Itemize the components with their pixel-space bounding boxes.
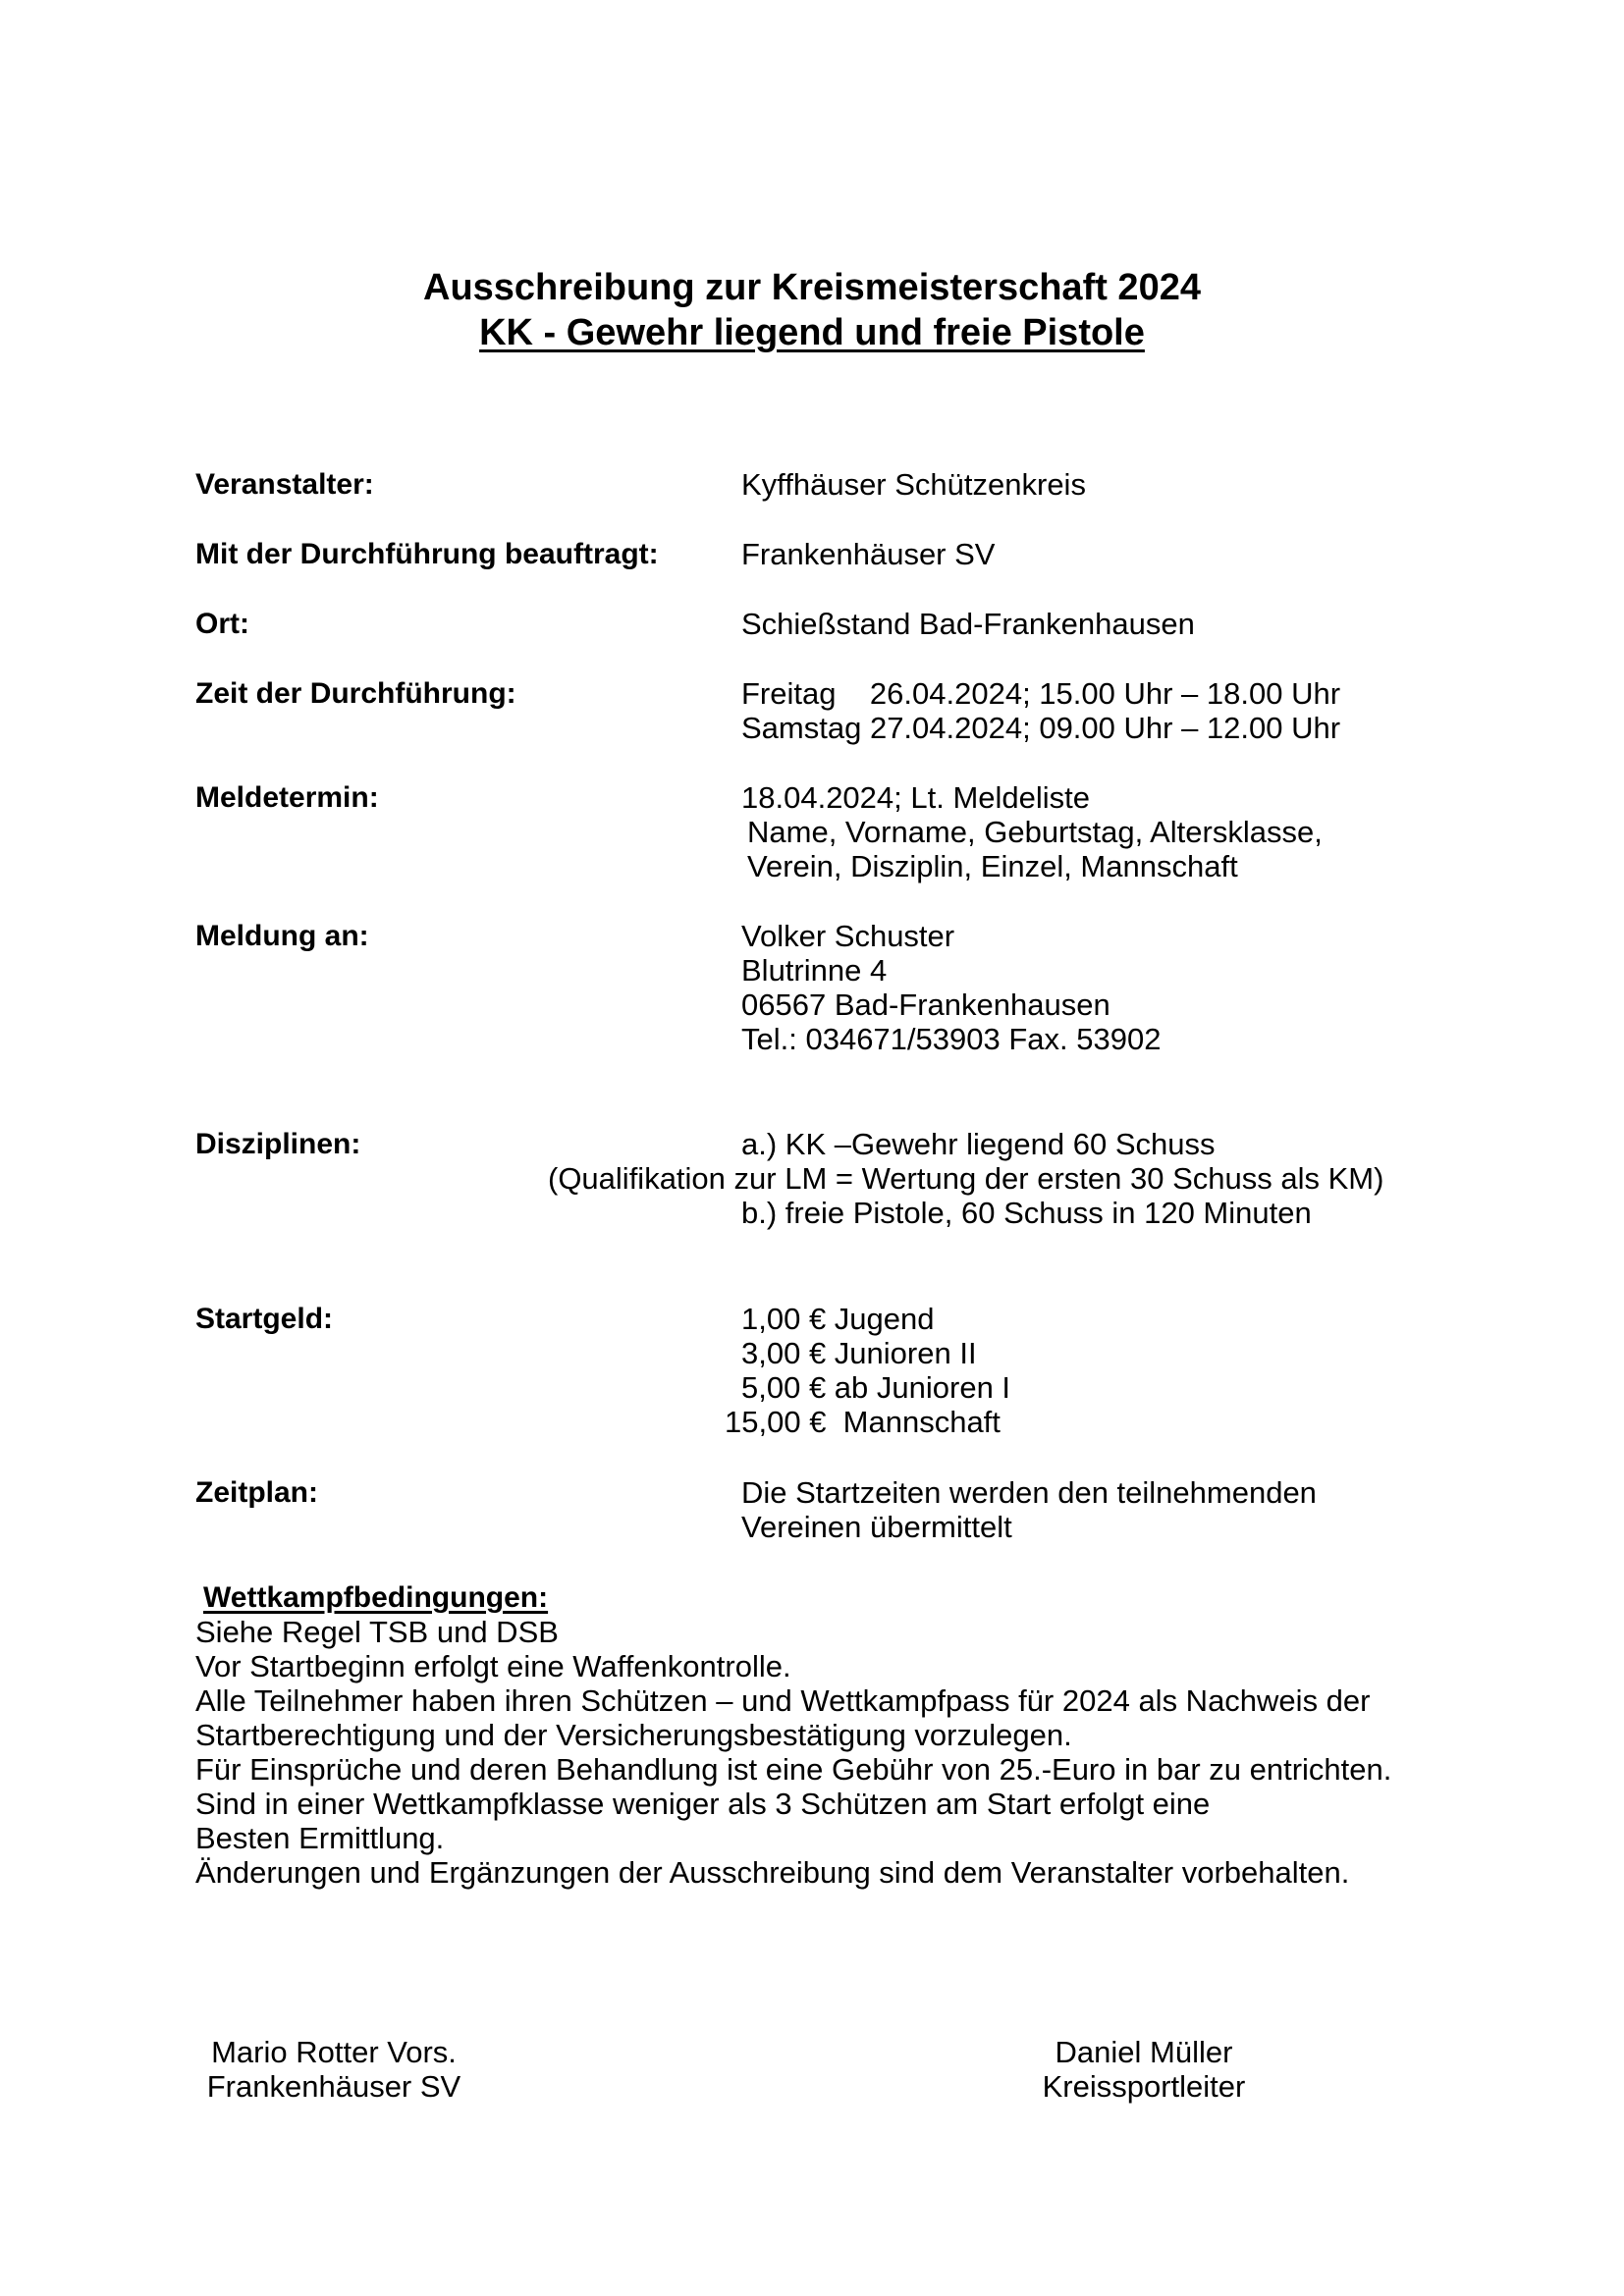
wettkampf-line: Sind in einer Wettkampfklasse weniger als 3 Schützen am Start erfolgt eine <box>195 1787 1211 1821</box>
wettkampf-line: Besten Ermittlung. <box>195 1821 445 1855</box>
value-startgeld-line: 1,00 € Jugend <box>741 1302 935 1336</box>
wettkampf-line: Alle Teilnehmer haben ihren Schützen – und Wettkampfpass für 2024 als Nachweis der <box>195 1683 1371 1718</box>
wettkampf-line: Startberechtigung und der Versicherungsbestätigung vorzulegen. <box>195 1718 1072 1752</box>
label-disziplinen: Disziplinen: <box>195 1128 361 1160</box>
value-startgeld-line: 15,00 € Mannschaft <box>725 1405 1001 1439</box>
value-meldung-line: 06567 Bad-Frankenhausen <box>741 988 1110 1022</box>
value-disziplin-line: a.) KK –Gewehr liegend 60 Schuss <box>741 1127 1216 1161</box>
label-zeit: Zeit der Durchführung: <box>195 677 516 710</box>
signature-left-role: Frankenhäuser SV <box>206 2069 461 2104</box>
value-meldetermin-line: Verein, Disziplin, Einzel, Mannschaft <box>747 849 1238 883</box>
wettkampf-line: Siehe Regel TSB und DSB <box>195 1615 559 1649</box>
value-startgeld-line: 3,00 € Junioren II <box>741 1336 977 1370</box>
value-disziplin-line: b.) freie Pistole, 60 Schuss in 120 Minuten <box>741 1196 1312 1230</box>
value-meldung-line: Volker Schuster <box>741 919 955 953</box>
wettkampf-heading: Wettkampfbedingungen: <box>203 1581 549 1614</box>
value-durchfuehrung: Frankenhäuser SV <box>741 537 996 571</box>
label-meldetermin: Meldetermin: <box>195 781 379 814</box>
document-title: Ausschreibung zur Kreismeisterschaft 2024 <box>423 267 1201 308</box>
value-meldetermin-line: 18.04.2024; Lt. Meldeliste <box>741 780 1091 815</box>
signature-right-role: Kreissportleiter <box>1042 2069 1246 2104</box>
signature-left-name: Mario Rotter Vors. <box>211 2035 457 2069</box>
value-meldetermin-line: Name, Vorname, Geburtstag, Altersklasse, <box>747 815 1323 849</box>
label-veranstalter: Veranstalter: <box>195 468 374 501</box>
value-zeit-line: Freitag 26.04.2024; 15.00 Uhr – 18.00 Uhr <box>741 676 1341 711</box>
wettkampf-line: Für Einsprüche und deren Behandlung ist eine Gebühr von 25.-Euro in bar zu entrichten. <box>195 1752 1392 1787</box>
label-zeitplan: Zeitplan: <box>195 1476 318 1509</box>
wettkampf-line: Vor Startbeginn erfolgt eine Waffenkontrolle. <box>195 1649 791 1683</box>
value-disziplin-note: (Qualifikation zur LM = Wertung der ersten 30 Schuss als KM) <box>548 1161 1384 1196</box>
label-startgeld: Startgeld: <box>195 1303 334 1335</box>
value-veranstalter: Kyffhäuser Schützenkreis <box>741 467 1086 502</box>
document-subtitle: KK - Gewehr liegend und freie Pistole <box>479 312 1145 353</box>
wettkampf-line: Änderungen und Ergänzungen der Ausschreibung sind dem Veranstalter vorbehalten. <box>195 1855 1350 1890</box>
value-startgeld-line: 5,00 € ab Junioren I <box>741 1370 1011 1405</box>
value-zeitplan-line: Vereinen übermittelt <box>741 1510 1012 1544</box>
label-durchfuehrung: Mit der Durchführung beauftragt: <box>195 538 659 570</box>
value-meldung-line: Blutrinne 4 <box>741 953 888 988</box>
value-zeitplan-line: Die Startzeiten werden den teilnehmenden <box>741 1475 1317 1510</box>
value-meldung-line: Tel.: 034671/53903 Fax. 53902 <box>741 1022 1162 1056</box>
label-ort: Ort: <box>195 608 249 640</box>
label-meldung: Meldung an: <box>195 920 369 952</box>
value-ort: Schießstand Bad-Frankenhausen <box>741 607 1195 641</box>
value-zeit-line: Samstag 27.04.2024; 09.00 Uhr – 12.00 Uhr <box>741 711 1341 745</box>
signature-right-name: Daniel Müller <box>1055 2035 1233 2069</box>
